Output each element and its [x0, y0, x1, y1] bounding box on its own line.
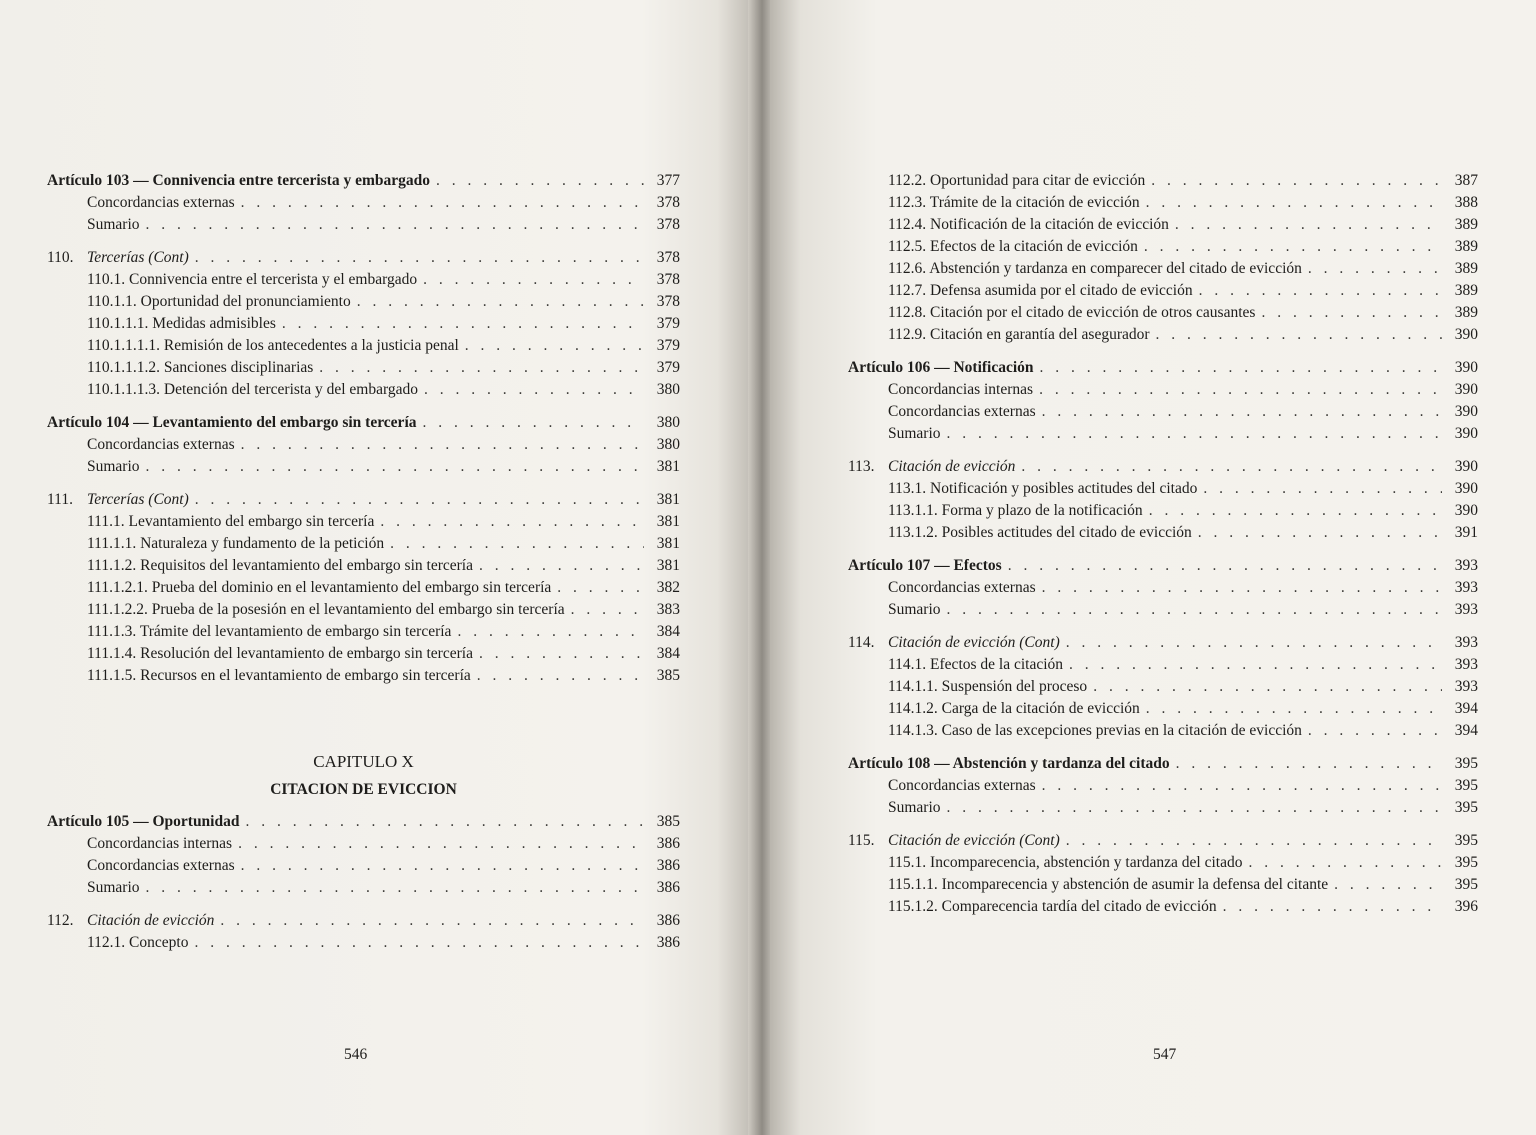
toc-right-entries [848, 170, 1478, 918]
dot-leader [220, 910, 644, 932]
dot-leader [1203, 478, 1442, 500]
entry-page-number: 389 [1454, 304, 1478, 321]
section-number: 112. [47, 912, 74, 929]
entry-page-number: 389 [1454, 260, 1478, 277]
dot-leader [146, 456, 644, 478]
entry-title: 111.1.2. Requisitos del levantamiento del embargo sin tercería [87, 557, 473, 574]
entry-page-number: 393 [1454, 579, 1478, 596]
toc-section-entry [848, 830, 1478, 852]
toc-subentry [848, 676, 1478, 698]
entry-title: 112.9. Citación en garantía del asegurador [888, 326, 1150, 343]
dot-leader [1066, 830, 1442, 852]
entry-page-number: 386 [656, 879, 680, 896]
entry-title: Sumario [87, 458, 140, 475]
entry-title: 113.1.1. Forma y plazo de la notificación [888, 502, 1143, 519]
entry-title: 110.1.1.1.2. Sanciones disciplinarias [87, 359, 314, 376]
toc-article-entry [47, 811, 680, 833]
entry-title: 115.1.2. Comparecencia tardía del citado de evicción [888, 898, 1217, 915]
dot-leader [1021, 456, 1442, 478]
dot-leader [1223, 896, 1442, 918]
toc-subentry [47, 379, 680, 401]
toc-subentry [47, 932, 680, 954]
toc-subentry [47, 833, 680, 855]
dot-leader [1175, 214, 1442, 236]
entry-title: Sumario [888, 799, 941, 816]
entry-title: 111.1.2.1. Prueba del dominio en el levantamiento del embargo sin tercería [87, 579, 552, 596]
toc-article-entry [848, 357, 1478, 379]
dot-leader [1042, 775, 1442, 797]
entry-page-number: 386 [656, 835, 680, 852]
entry-title: 112.7. Defensa asumida por el citado de evicción [888, 282, 1193, 299]
toc-subentry [848, 280, 1478, 302]
section-number: 115. [848, 832, 875, 849]
entry-title: 112.1. Concepto [87, 934, 189, 951]
dot-leader [390, 533, 644, 555]
entry-page-number: 381 [656, 535, 680, 552]
entry-page-number: 379 [656, 359, 680, 376]
dot-leader [947, 797, 1442, 819]
dot-leader [1144, 236, 1442, 258]
entry-title: 114.1.2. Carga de la citación de evicción [888, 700, 1140, 717]
toc-section-entry [848, 632, 1478, 654]
entry-page-number: 379 [656, 337, 680, 354]
entry-title: Concordancias internas [87, 835, 233, 852]
dot-leader [319, 357, 644, 379]
dot-leader [947, 599, 1442, 621]
toc-subentry [47, 192, 680, 214]
toc-subentry [848, 302, 1478, 324]
entry-page-number: 395 [1454, 755, 1478, 772]
entry-page-number: 393 [1454, 557, 1478, 574]
toc-right [848, 170, 1478, 918]
section-number: 110. [47, 249, 74, 266]
entry-page-number: 377 [656, 172, 680, 189]
entry-page-number: 391 [1454, 524, 1478, 541]
dot-leader [1176, 753, 1442, 775]
dot-leader [146, 214, 644, 236]
dot-leader [238, 833, 644, 855]
dot-leader [1039, 379, 1442, 401]
toc-section-entry [47, 247, 680, 269]
dot-leader [1156, 324, 1442, 346]
entry-page-number: 388 [1454, 194, 1478, 211]
entry-title: Sumario [888, 601, 941, 618]
entry-title: Artículo 104 — Levantamiento del embargo sin tercería [47, 414, 417, 431]
toc-subentry [47, 456, 680, 478]
toc-subentry [47, 357, 680, 379]
entry-page-number: 379 [656, 315, 680, 332]
entry-title: Concordancias externas [87, 857, 235, 874]
entry-title: Artículo 103 — Connivencia entre tercerista y embargado [47, 172, 430, 189]
toc-section-entry [47, 489, 680, 511]
entry-page-number: 382 [656, 579, 680, 596]
section-number: 114. [848, 634, 875, 651]
dot-leader [1069, 654, 1442, 676]
dot-leader [245, 811, 644, 833]
entry-page-number: 389 [1454, 238, 1478, 255]
entry-page-number: 394 [1454, 722, 1478, 739]
entry-page-number: 393 [1454, 601, 1478, 618]
dot-leader [195, 247, 644, 269]
entry-page-number: 380 [656, 436, 680, 453]
entry-page-number: 386 [656, 912, 680, 929]
entry-title: Artículo 105 — Oportunidad [47, 813, 240, 830]
toc-left [47, 170, 680, 954]
dot-leader [947, 423, 1442, 445]
toc-subentry [47, 511, 680, 533]
dot-leader [195, 489, 644, 511]
toc-subentry [848, 170, 1478, 192]
entry-title: Concordancias externas [888, 777, 1036, 794]
right-page [770, 0, 1536, 1135]
toc-section-entry [848, 456, 1478, 478]
entry-title: Concordancias internas [888, 381, 1034, 398]
toc-article-entry [848, 555, 1478, 577]
toc-subentry [47, 555, 680, 577]
entry-page-number: 384 [656, 623, 680, 640]
dot-leader [479, 555, 644, 577]
entry-page-number: 386 [656, 934, 680, 951]
entry-title: Sumario [87, 879, 140, 896]
dot-leader [1040, 357, 1442, 379]
entry-title: 112.2. Oportunidad para citar de evicción [888, 172, 1146, 189]
toc-subentry [47, 269, 680, 291]
toc-subentry [47, 313, 680, 335]
entry-title: Concordancias externas [87, 194, 235, 211]
toc-subentry [47, 665, 680, 687]
dot-leader [424, 379, 644, 401]
entry-title: Citación de evicción (Cont) [888, 634, 1060, 651]
toc-subentry [47, 877, 680, 899]
toc-subentry [848, 775, 1478, 797]
entry-title: Artículo 108 — Abstención y tardanza del citado [848, 755, 1170, 772]
entry-page-number: 390 [1454, 326, 1478, 343]
toc-subentry [47, 291, 680, 313]
entry-page-number: 395 [1454, 876, 1478, 893]
entry-page-number: 381 [656, 557, 680, 574]
entry-title: Citación de evicción [888, 458, 1016, 475]
entry-page-number: 385 [656, 813, 680, 830]
dot-leader [380, 511, 644, 533]
dot-leader [1308, 258, 1442, 280]
dot-leader [423, 269, 644, 291]
toc-subentry [47, 855, 680, 877]
dot-leader [1149, 500, 1442, 522]
entry-title: 112.6. Abstención y tardanza en comparecer del citado de evicción [888, 260, 1302, 277]
entry-title: 111.1.2.2. Prueba de la posesión en el levantamiento del embargo sin tercería [87, 601, 565, 618]
entry-title: 113.1. Notificación y posibles actitudes del citado [888, 480, 1198, 497]
toc-subentry [47, 621, 680, 643]
dot-leader [423, 412, 645, 434]
toc-subentry [848, 258, 1478, 280]
entry-title: 112.5. Efectos de la citación de evicción [888, 238, 1138, 255]
dot-leader [1151, 170, 1442, 192]
entry-title: Citación de evicción [87, 912, 215, 929]
entry-page-number: 389 [1454, 216, 1478, 233]
toc-subentry [848, 500, 1478, 522]
dot-leader [1146, 192, 1442, 214]
entry-title: 110.1.1.1.3. Detención del tercerista y del embargado [87, 381, 418, 398]
chapter-title: CITACION DE EVICCION [270, 781, 457, 798]
entry-page-number: 378 [656, 249, 680, 266]
toc-subentry [848, 192, 1478, 214]
dot-leader [1066, 632, 1442, 654]
toc-article-entry [47, 170, 680, 192]
dot-leader [571, 599, 644, 621]
entry-title: 111.1.5. Recursos en el levantamiento de embargo sin tercería [87, 667, 471, 684]
entry-page-number: 395 [1454, 832, 1478, 849]
entry-page-number: 378 [656, 293, 680, 310]
dot-leader [1198, 522, 1442, 544]
toc-subentry [47, 335, 680, 357]
dot-leader [477, 665, 644, 687]
entry-page-number: 381 [656, 513, 680, 530]
toc-subentry [848, 478, 1478, 500]
entry-title: Sumario [888, 425, 941, 442]
entry-title: Citación de evicción (Cont) [888, 832, 1060, 849]
dot-leader [479, 643, 644, 665]
entry-page-number: 381 [656, 458, 680, 475]
entry-page-number: 381 [656, 491, 680, 508]
entry-title: 110.1.1. Oportunidad del pronunciamiento [87, 293, 351, 310]
entry-title: Concordancias externas [87, 436, 235, 453]
toc-subentry [848, 896, 1478, 918]
toc-left-part-a [47, 170, 680, 687]
entry-page-number: 395 [1454, 777, 1478, 794]
entry-page-number: 380 [656, 414, 680, 431]
dot-leader [1199, 280, 1442, 302]
entry-title: Concordancias externas [888, 579, 1036, 596]
dot-leader [146, 877, 644, 899]
entry-page-number: 390 [1454, 403, 1478, 420]
toc-subentry [848, 698, 1478, 720]
toc-left-part-b [47, 811, 680, 954]
entry-page-number: 390 [1454, 480, 1478, 497]
chapter-number: CAPITULO X [313, 752, 414, 771]
section-number: 111. [47, 491, 73, 508]
dot-leader [457, 621, 644, 643]
dot-leader [241, 434, 644, 456]
entry-title: 115.1.1. Incomparecencia y abstención de asumir la defensa del citante [888, 876, 1329, 893]
entry-page-number: 386 [656, 857, 680, 874]
entry-page-number: 396 [1454, 898, 1478, 915]
toc-subentry [47, 434, 680, 456]
entry-page-number: 393 [1454, 678, 1478, 695]
dot-leader [241, 192, 644, 214]
dot-leader [1146, 698, 1442, 720]
entry-title: 114.1.1. Suspensión del proceso [888, 678, 1088, 695]
entry-title: 114.1.3. Caso de las excepciones previas en la citación de evicción [888, 722, 1302, 739]
entry-page-number: 390 [1454, 359, 1478, 376]
dot-leader [241, 855, 644, 877]
toc-subentry [848, 599, 1478, 621]
entry-title: 112.3. Trámite de la citación de evicción [888, 194, 1140, 211]
entry-title: 111.1.1. Naturaleza y fundamento de la petición [87, 535, 385, 552]
entry-page-number: 389 [1454, 282, 1478, 299]
entry-page-number: 395 [1454, 799, 1478, 816]
entry-page-number: 395 [1454, 854, 1478, 871]
toc-subentry [848, 401, 1478, 423]
dot-leader [465, 335, 644, 357]
toc-subentry [848, 577, 1478, 599]
entry-title: 110.1.1.1. Medidas admisibles [87, 315, 276, 332]
toc-subentry [47, 643, 680, 665]
entry-title: 111.1. Levantamiento del embargo sin tercería [87, 513, 375, 530]
toc-subentry [47, 214, 680, 236]
entry-title: 115.1. Incomparecencia, abstención y tardanza del citado [888, 854, 1243, 871]
left-page [0, 0, 755, 1135]
entry-page-number: 378 [656, 194, 680, 211]
toc-subentry [848, 852, 1478, 874]
dot-leader [1042, 577, 1442, 599]
dot-leader [282, 313, 644, 335]
entry-page-number: 394 [1454, 700, 1478, 717]
entry-page-number: 387 [1454, 172, 1478, 189]
entry-page-number: 378 [656, 271, 680, 288]
entry-page-number: 393 [1454, 656, 1478, 673]
entry-title: Artículo 107 — Efectos [848, 557, 1002, 574]
entry-page-number: 383 [656, 601, 680, 618]
entry-title: Tercerías (Cont) [87, 249, 189, 266]
dot-leader [1308, 720, 1442, 742]
toc-subentry [47, 577, 680, 599]
page-number-right: 547 [1153, 1046, 1177, 1063]
entry-page-number: 393 [1454, 634, 1478, 651]
toc-subentry [47, 599, 680, 621]
dot-leader [357, 291, 644, 313]
toc-subentry [848, 654, 1478, 676]
entry-title: Sumario [87, 216, 140, 233]
toc-article-entry [47, 412, 680, 434]
dot-leader [436, 170, 644, 192]
entry-title: 111.1.4. Resolución del levantamiento de embargo sin tercería [87, 645, 473, 662]
toc-subentry [848, 522, 1478, 544]
entry-title: 112.4. Notificación de la citación de evicción [888, 216, 1169, 233]
entry-page-number: 390 [1454, 425, 1478, 442]
toc-subentry [848, 720, 1478, 742]
section-number: 113. [848, 458, 875, 475]
entry-page-number: 378 [656, 216, 680, 233]
dot-leader [1093, 676, 1442, 698]
entry-page-number: 390 [1454, 458, 1478, 475]
dot-leader [1042, 401, 1442, 423]
entry-title: 111.1.3. Trámite del levantamiento de embargo sin tercería [87, 623, 452, 640]
toc-subentry [848, 214, 1478, 236]
entry-title: Tercerías (Cont) [87, 491, 189, 508]
toc-subentry [848, 236, 1478, 258]
entry-page-number: 390 [1454, 381, 1478, 398]
entry-page-number: 385 [656, 667, 680, 684]
dot-leader [1008, 555, 1442, 577]
dot-leader [557, 577, 644, 599]
page-number-left: 546 [344, 1046, 368, 1063]
entry-title: 114.1. Efectos de la citación [888, 656, 1064, 673]
toc-subentry [848, 423, 1478, 445]
entry-page-number: 390 [1454, 502, 1478, 519]
toc-section-entry [47, 910, 680, 932]
entry-title: 113.1.2. Posibles actitudes del citado de evicción [888, 524, 1192, 541]
toc-subentry [848, 874, 1478, 896]
entry-page-number: 380 [656, 381, 680, 398]
toc-subentry [848, 379, 1478, 401]
entry-title: 110.1. Connivencia entre el tercerista y el embargado [87, 271, 418, 288]
dot-leader [194, 932, 644, 954]
toc-subentry [848, 324, 1478, 346]
entry-page-number: 384 [656, 645, 680, 662]
entry-title: 110.1.1.1.1. Remisión de los antecedentes a la justicia penal [87, 337, 459, 354]
toc-subentry [47, 533, 680, 555]
entry-title: Artículo 106 — Notificación [848, 359, 1034, 376]
entry-title: Concordancias externas [888, 403, 1036, 420]
toc-article-entry [848, 753, 1478, 775]
dot-leader [1334, 874, 1442, 896]
entry-title: 112.8. Citación por el citado de evicción de otros causantes [888, 304, 1256, 321]
toc-subentry [848, 797, 1478, 819]
dot-leader [1248, 852, 1442, 874]
dot-leader [1261, 302, 1442, 324]
